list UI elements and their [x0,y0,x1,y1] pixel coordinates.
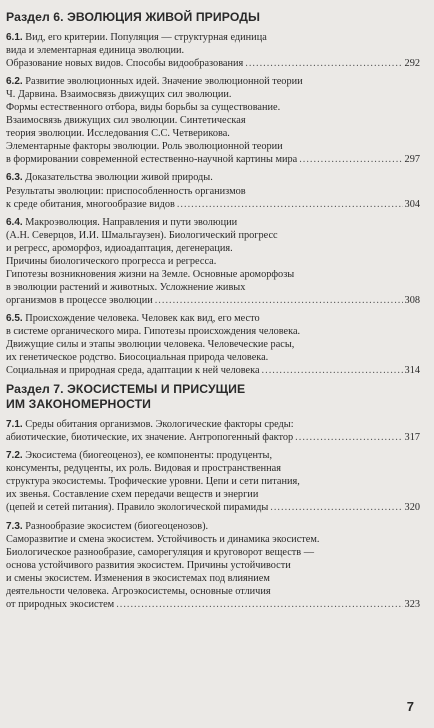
toc-entry-text: абиотические, биотические, их значение. Антропогенный фактор [6,432,294,444]
dot-leader [295,431,402,444]
toc-page-number: 304 [404,198,420,210]
toc-entry-text-wrap [6,501,268,514]
toc-entry-line [6,44,420,57]
toc-entry-number: 6.4. [6,216,23,228]
toc-entry-text: Доказательства эволюции живой природы. [25,172,213,184]
toc-entry-line [6,101,420,114]
toc-entry [6,216,420,307]
toc-entry-text: консументы, редуценты, их роль. Видовая и пространственная [6,463,281,475]
toc-entry-text: Гипотезы возникновения жизни на Земле. Основные ароморфозы [6,268,295,280]
toc-entry [6,171,420,210]
toc-entry-line [6,75,420,88]
toc-entry-text: (цепей и сетей питания). Правило экологической пирамиды [6,502,269,514]
section-title-line-1: Раздел 7. ЭКОСИСТЕМЫ И ПРИСУЩИЕ [6,382,246,397]
toc-entry-text-wrap [6,294,153,307]
toc-entry-text-wrap [6,57,243,70]
toc-entry-line [6,351,420,364]
section-7 [6,382,420,611]
toc-entry-text: их звенья. Составление схем передачи веществ и энергии [6,489,259,501]
toc-page-number: 323 [404,598,420,610]
dot-leader [262,364,403,377]
toc-entry-line [6,281,420,294]
toc-entry-last-line [6,501,420,514]
toc-entry-line [6,559,420,572]
toc-entry-number: 6.5. [6,312,23,324]
toc-entry-text-wrap [6,431,293,444]
toc-entry-text: Среды обитания организмов. Экологические факторы среды: [25,419,294,431]
toc-entry-text: теория эволюции. Исследования С.С. Четверикова. [6,128,230,140]
toc-entry-text: Формы естественного отбора, виды борьбы за существование. [6,102,281,114]
toc-entry-last-line [6,598,420,611]
toc-entry-text: Происхождение человека. Человек как вид, его место [25,312,260,324]
dot-leader [177,198,403,211]
toc-entry-text: и регресс, ароморфоз, идиоадаптация, дегенерация. [6,242,233,254]
toc-entry-line [6,88,420,101]
dot-leader [270,501,402,514]
toc-entry-text: Причины биологического прогресса и регресса. [6,255,217,267]
toc-entry-number: 7.3. [6,520,23,532]
toc-entry-line [6,185,420,198]
toc-entry-line [6,418,420,431]
toc-entry-text: вида и элементарная единица эволюции. [6,45,185,57]
toc-entry-last-line [6,364,420,377]
toc-page-number: 292 [404,58,420,70]
toc-entry-line [6,114,420,127]
toc-entry-text: (А.Н. Северцов, И.И. Шмальгаузен). Биологический прогресс [6,229,278,241]
toc-entry-text: Макроэволюция. Направления и пути эволюции [25,216,238,228]
toc-entry-text: структура экосистемы. Трофические уровни. Цепи и сети питания, [6,476,300,488]
toc-page-number: 314 [404,365,420,377]
toc-entry-text: в эволюции растений и животных. Усложнение живых [6,281,246,293]
section-title [6,382,420,412]
toc-entry-last-line [6,153,420,166]
toc-entry-text: Ч. Дарвина. Взаимосвязь движущих сил эволюции. [6,89,232,101]
toc-page-number: 297 [404,154,420,166]
toc-entry [6,449,420,514]
toc-entry-text: в системе органического мира. Гипотезы происхождения человека. [6,325,301,337]
toc-entry-number: 6.3. [6,172,23,184]
page-number: 7 [406,699,414,714]
dot-leader [245,57,402,70]
toc-entry-line [6,242,420,255]
toc-entry-text: Развитие эволюционных идей. Значение эволюционной теории [25,76,303,88]
toc-entry-text: к среде обитания, многообразие видов [6,198,175,210]
toc-entry [6,520,420,611]
toc-entry-text: Взаимосвязь движущих сил эволюции. Синтетическая [6,115,246,127]
toc-entry-number: 6.1. [6,32,23,43]
toc-entry [6,75,420,166]
toc-page-number: 308 [404,294,420,306]
toc-entry-number: 7.1. [6,419,23,431]
toc-entry-text: Социальная и природная среда, адаптации к ней человека [6,365,260,377]
toc-entry-line [6,140,420,153]
toc-entry-text: и смены экосистем. Изменения в экосистемах под влиянием [6,572,270,584]
toc-entry-text: их генетическое родство. Биосоциальная природа человека. [6,352,269,364]
toc-entry [6,312,420,377]
toc-entry-line [6,127,420,140]
toc-page-number: 317 [404,432,420,444]
section-6 [6,10,420,377]
toc-entry-line [6,31,420,44]
toc-entry-last-line [6,198,420,211]
toc-entry-text-wrap [6,598,114,611]
toc-entry-line [6,488,420,501]
toc-entry-text: Экосистема (биогеоценоз), ее компоненты: продуценты, [25,450,273,462]
toc-entry-text: организмов в процессе эволюции [6,294,153,306]
dot-leader [116,598,402,611]
toc-entry-text: в формировании современной естественно-научной картины мира [6,154,298,166]
table-of-contents [6,10,420,616]
toc-entry-last-line [6,431,420,444]
toc-entry [6,31,420,70]
toc-entry-line [6,546,420,559]
toc-entry-text: Биологическое разнообразие, саморегуляция и круговорот веществ — [6,546,315,558]
toc-entry-line [6,255,420,268]
toc-entry-last-line [6,57,420,70]
toc-entry-text: Вид, его критерии. Популяция — структурная единица [25,32,267,43]
toc-entry-line [6,216,420,229]
toc-entry-text: Разнообразие экосистем (биогеоценозов). [25,520,209,532]
toc-page-number: 320 [404,502,420,514]
toc-entry-line [6,475,420,488]
toc-entry-text: Элементарные факторы эволюции. Роль эволюционной теории [6,141,283,153]
toc-entry-number: 7.2. [6,450,23,462]
toc-entry-text-wrap [6,153,297,166]
toc-entry-line [6,325,420,338]
dot-leader [299,153,402,166]
section-title-line-2: ИМ ЗАКОНОМЕРНОСТИ [6,397,152,412]
toc-entry-line [6,585,420,598]
toc-entry [6,418,420,444]
toc-entry-line [6,171,420,184]
toc-entry-text: Результаты эволюции: приспособленность организмов [6,185,246,197]
toc-entry-line [6,338,420,351]
toc-entry-text: Саморазвитие и смена экосистем. Устойчивость и динамика экосистем. [6,533,320,545]
toc-entry-line [6,312,420,325]
toc-entry-text-wrap [6,198,175,211]
dot-leader [155,294,403,307]
toc-entry-text-wrap [6,364,260,377]
toc-entry-last-line [6,294,420,307]
toc-entry-line [6,462,420,475]
toc-entry-line [6,533,420,546]
toc-entry-text: основа устойчивого развития экосистем. Причины устойчивости [6,559,291,571]
toc-entry-line [6,520,420,533]
toc-entry-line [6,229,420,242]
toc-entry-text: деятельности человека. Агроэкосистемы, основные отличия [6,585,271,597]
toc-entry-number: 6.2. [6,76,23,88]
toc-entry-line [6,572,420,585]
toc-entry-line [6,268,420,281]
toc-entry-text: от природных экосистем [6,598,115,610]
toc-entry-text: Движущие силы и этапы эволюции человека. Человеческие расы, [6,339,295,351]
section-title: Раздел 6. ЭВОЛЮЦИЯ ЖИВОЙ ПРИРОДЫ [6,10,261,24]
toc-entry-text: Образование новых видов. Способы видообразования [6,58,244,70]
toc-entry-line [6,449,420,462]
